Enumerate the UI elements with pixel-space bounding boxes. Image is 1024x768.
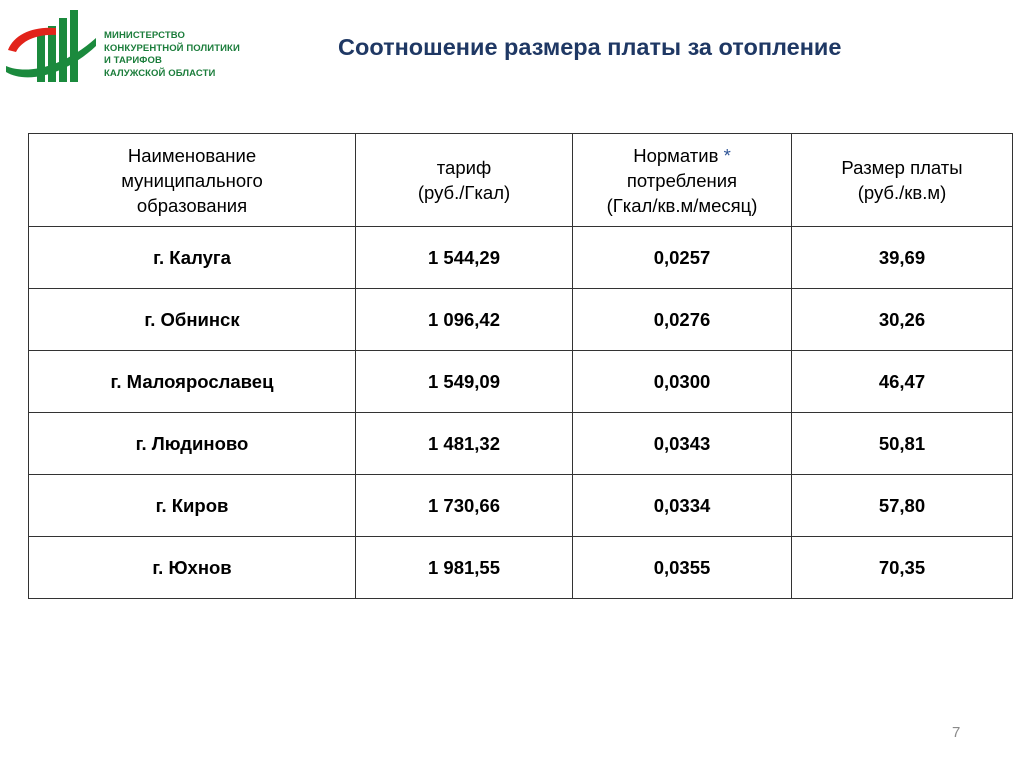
table-row [29, 413, 1013, 475]
cell-tariff: 1 981,55 [356, 537, 573, 599]
ministry-name-line: КОНКУРЕНТНОЙ ПОЛИТИКИ [104, 42, 240, 54]
header-line: (руб./кв.м) [857, 182, 947, 203]
cell-tariff: 1 096,42 [356, 289, 573, 351]
cell-payment: 39,69 [792, 227, 1013, 289]
ministry-emblem-icon [4, 4, 100, 84]
cell-payment: 70,35 [792, 537, 1013, 599]
cell-norm: 0,0276 [573, 289, 792, 351]
cell-payment: 30,26 [792, 289, 1013, 351]
header-line: Норматив [633, 144, 719, 166]
cell-norm: 0,0355 [573, 537, 792, 599]
table-row [29, 537, 1013, 599]
cell-municipality: г. Малоярославец [29, 351, 356, 413]
cell-payment: 46,47 [792, 351, 1013, 413]
header-line: Наименование [127, 144, 257, 166]
cell-municipality: г. Калуга [29, 227, 356, 289]
ministry-name-line: КАЛУЖСКОЙ ОБЛАСТИ [104, 67, 216, 79]
ministry-logo [4, 4, 264, 84]
header-norm [573, 134, 792, 227]
cell-norm: 0,0343 [573, 413, 792, 475]
heating-payment-table [28, 133, 1013, 599]
header-line: (Гкал/кв.м/месяц) [606, 194, 758, 216]
ministry-name-line: И ТАРИФОВ [104, 55, 162, 66]
table-row [29, 289, 1013, 351]
header-tariff [356, 134, 573, 227]
cell-tariff: 1 481,32 [356, 413, 573, 475]
cell-municipality: г. Киров [29, 475, 356, 537]
cell-tariff: 1 549,09 [356, 351, 573, 413]
cell-norm: 0,0257 [573, 227, 792, 289]
cell-norm: 0,0300 [573, 351, 792, 413]
cell-tariff: 1 730,66 [356, 475, 573, 537]
cell-municipality: г. Юхнов [29, 537, 356, 599]
table-row [29, 227, 1013, 289]
cell-tariff: 1 544,29 [356, 227, 573, 289]
table-header-row [29, 134, 1013, 227]
slide-title: Соотношение размера платы за отопление [338, 34, 842, 60]
ministry-name [104, 30, 240, 80]
header-line: потребления [626, 169, 738, 191]
header-line: (руб./Гкал) [417, 182, 511, 203]
ministry-name-line: МИНИСТЕРСТВО [104, 30, 185, 41]
header-line: муниципального [121, 169, 263, 191]
cell-norm: 0,0334 [573, 475, 792, 537]
header-line: Размер платы [841, 157, 963, 178]
page-number: 7 [952, 724, 961, 741]
header-payment [792, 134, 1013, 227]
header-line: тариф [436, 157, 492, 178]
cell-municipality: г. Людиново [29, 413, 356, 475]
header-line: образования [136, 194, 248, 216]
header-municipality [29, 134, 356, 227]
cell-payment: 50,81 [792, 413, 1013, 475]
table-row [29, 351, 1013, 413]
table-row [29, 475, 1013, 537]
footnote-star: * [723, 144, 731, 166]
cell-payment: 57,80 [792, 475, 1013, 537]
cell-municipality: г. Обнинск [29, 289, 356, 351]
